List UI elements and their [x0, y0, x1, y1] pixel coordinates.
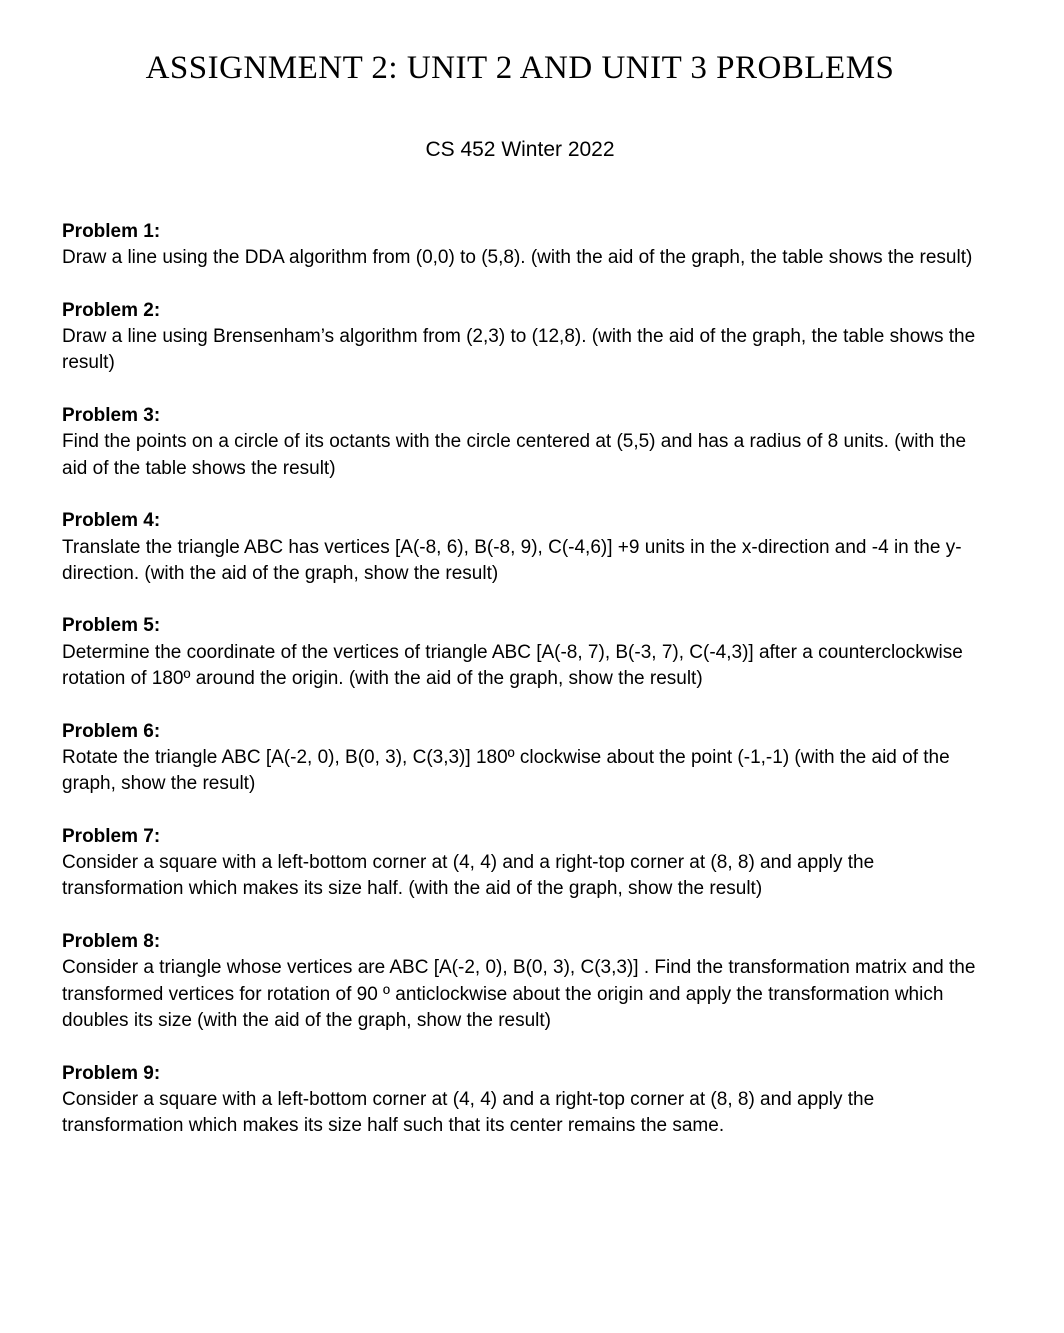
- problem-heading: Problem 6:: [62, 720, 161, 742]
- problem-text: Determine the coordinate of the vertices of triangle ABC [A(-8, 7), B(-3, 7), C(-4,3)] after a counterclockwise rotation of 180º around the origin. (with the aid of the graph, show the result): [62, 641, 963, 690]
- problem-heading: Problem 9:: [62, 1062, 161, 1084]
- problem-5: [62, 613, 992, 692]
- problem-8: [62, 929, 992, 1034]
- problem-4: [62, 508, 992, 587]
- problem-heading: Problem 3:: [62, 405, 161, 427]
- problem-text: Consider a square with a left-bottom corner at (4, 4) and a right-top corner at (8, 8) and apply the transformation which makes its size half. (with the aid of the graph, show the result): [62, 852, 875, 900]
- problem-text: Draw a line using the DDA algorithm from (0,0) to (5,8). (with the aid of the graph, the table shows the result): [62, 247, 973, 269]
- problem-2: [62, 298, 992, 377]
- problem-heading: Problem 7:: [62, 825, 161, 847]
- problem-9: [62, 1061, 992, 1140]
- problem-heading: Problem 8:: [62, 931, 161, 953]
- problem-text: Find the points on a circle of its octants with the circle centered at (5,5) and has a radius of 8 units. (with the aid of the table shows the result): [62, 431, 967, 479]
- document-title: ASSIGNMENT 2: UNIT 2 AND UNIT 3 PROBLEMS: [145, 50, 895, 86]
- problem-heading: Problem 4:: [62, 510, 161, 532]
- problem-1: [62, 219, 992, 272]
- problem-6: [62, 719, 992, 798]
- problem-7: [62, 824, 992, 903]
- document-subtitle: CS 452 Winter 2022: [425, 138, 615, 161]
- problem-3: [62, 403, 992, 482]
- problem-text: Consider a square with a left-bottom corner at (4, 4) and a right-top corner at (8, 8) and apply the transformation which makes its size half such that its center remains the same.: [62, 1088, 875, 1137]
- problem-text: Rotate the triangle ABC [A(-2, 0), B(0, 3), C(3,3)] 180º clockwise about the point (-1,-1) (with the aid of the graph, show the result): [62, 746, 950, 795]
- problem-text: Consider a triangle whose vertices are ABC [A(-2, 0), B(0, 3), C(3,3)] . Find the transformation matrix and the transformed vertices for rotation of 90 º anticlockwise about the origin and apply the transformation which doubles its size (with the aid of the graph, show the result): [62, 957, 976, 1031]
- problem-text: Draw a line using Brensenham’s algorithm from (2,3) to (12,8). (with the aid of the graph, the table shows the result): [62, 326, 976, 374]
- problem-heading: Problem 1:: [62, 221, 161, 242]
- problem-text: Translate the triangle ABC has vertices [A(-8, 6), B(-8, 9), C(-4,6)] +9 units in the x-direction and -4 in the y-direction. (with the aid of the graph, show the result): [62, 536, 962, 584]
- problem-list: [62, 219, 992, 1166]
- problem-heading: Problem 5:: [62, 615, 161, 637]
- problem-heading: Problem 2:: [62, 299, 161, 321]
